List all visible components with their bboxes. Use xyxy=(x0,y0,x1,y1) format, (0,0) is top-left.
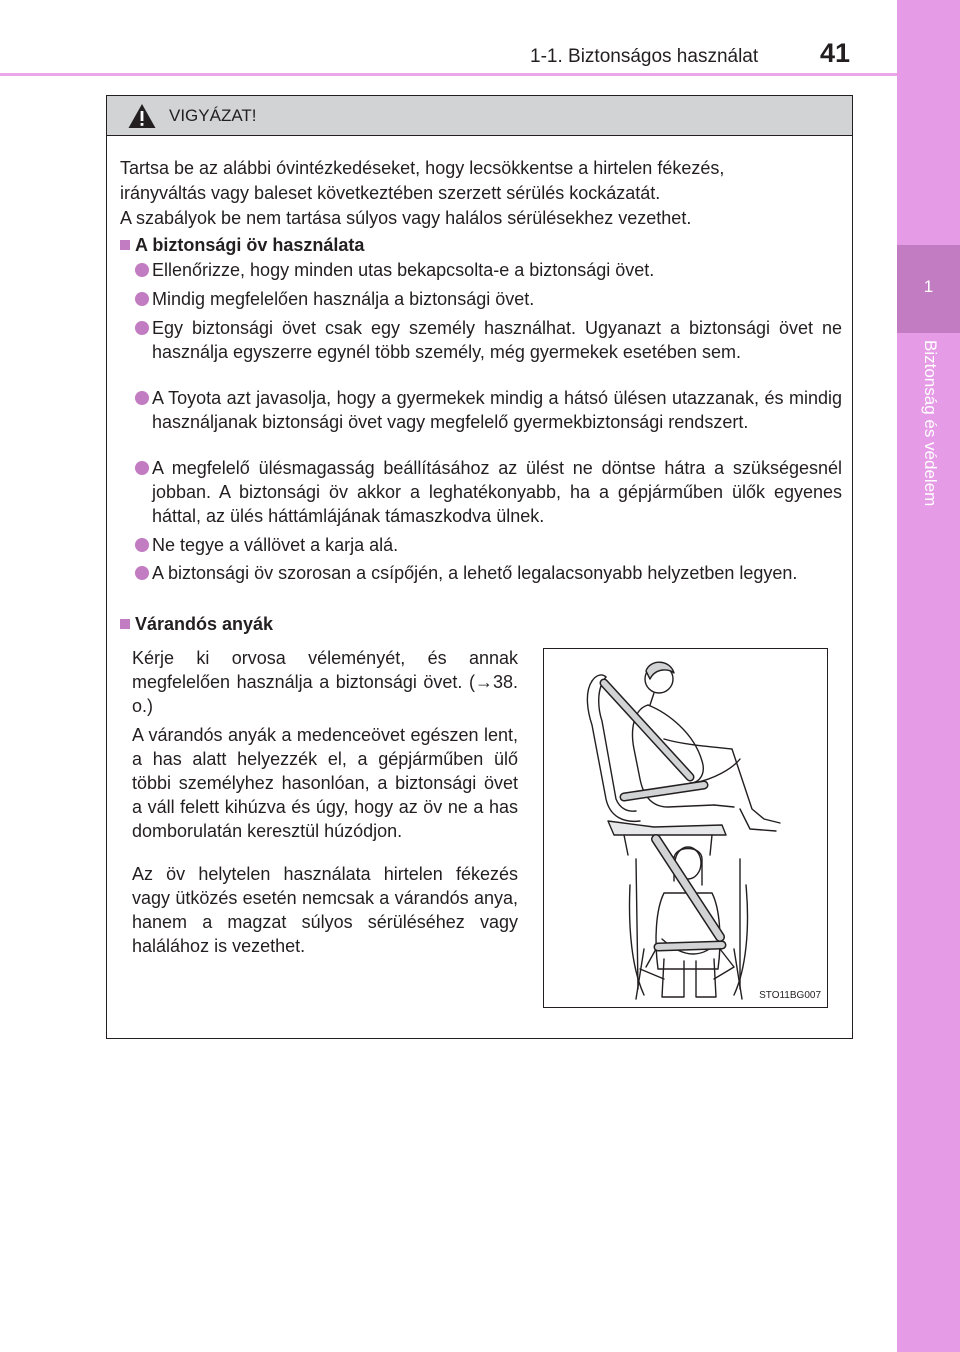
chapter-number-block xyxy=(897,245,960,333)
caution-title: VIGYÁZAT! xyxy=(169,106,257,125)
list-item: A Toyota azt javasolja, hogy a gyermekek mindig a hátsó ülésen utazzanak, és mindig használjanak biztonsági övet vagy megfelelő gyermekbiztonsági rendszert. xyxy=(152,388,842,432)
list-item: A biztonsági öv szorosan a csípőjén, a lehető legalacsonyabb helyzetben legyen. xyxy=(152,563,798,583)
figure-code: STO11BG007 xyxy=(759,990,821,1001)
round-bullet-icon xyxy=(135,321,149,335)
list-item: Egy biztonsági övet csak egy személy használhat. Ugyanazt a biztonsági övet ne használja egyszerre egynél több személy, még gyermekek esetében sem. xyxy=(152,318,842,362)
intro-line: irányváltás vagy baleset következtében szerzett sérülés kockázatát. xyxy=(120,183,661,203)
chapter-number: 1 xyxy=(923,277,934,296)
round-bullet-icon xyxy=(135,292,149,306)
page-number: 41 xyxy=(820,38,851,68)
paragraph: Az öv helytelen használata hirtelen fékezés vagy ütközés esetén nemcsak a várandós anya, hanem a magzat súlyos sérüléséhez vagy halálához is vezethet. xyxy=(132,864,518,956)
intro-line: Tartsa be az alábbi óvintézkedéseket, hogy lecsökkentse a hirtelen fékezés, xyxy=(120,158,725,178)
list-item: Mindig megfelelően használja a biztonsági övet. xyxy=(152,289,535,309)
round-bullet-icon xyxy=(135,263,149,277)
section-heading-seatbelt: A biztonsági öv használata xyxy=(135,235,365,255)
intro-line: A szabályok be nem tartása súlyos vagy halálos sérülésekhez vezethet. xyxy=(120,208,692,228)
round-bullet-icon xyxy=(135,566,149,580)
list-item: A megfelelő ülésmagasság beállításához az ülést ne döntse hátra a szükségesnél jobban. A biztonsági öv akkor a leghatékonyabb, ha a gépjárműben ülők egyenes háttal, az ülés háttámlájának támaszkodva ülnek. xyxy=(152,458,842,526)
list-item: Ellenőrizze, hogy minden utas bekapcsolta-e a biztonsági övet. xyxy=(152,260,655,280)
illustration-pregnant-seatbelt xyxy=(543,648,828,1008)
header-divider xyxy=(0,73,897,76)
caution-header xyxy=(107,96,852,136)
warning-triangle-icon xyxy=(127,102,157,130)
square-bullet-icon xyxy=(120,240,130,250)
section-title: 1-1. Biztonságos használat xyxy=(530,46,759,67)
paragraph: A várandós anyák a medenceövet egészen lent, a has alatt helyezzék el, a gépjárműben ülő többi személyhez hasonlóan, a biztonsági övet a váll felett kihúzva és úgy, hogy az öv ne a has domborulatán keresztül húzódjon. xyxy=(132,725,518,841)
square-bullet-icon xyxy=(120,619,130,629)
chapter-side-tab xyxy=(897,0,960,1352)
paragraph: Kérje ki orvosa véleményét, és annak megfelelően használja a biztonsági övet. (→38. o.) xyxy=(132,648,518,716)
list-item: Ne tegye a vállövet a karja alá. xyxy=(152,535,399,555)
round-bullet-icon xyxy=(135,461,149,475)
round-bullet-icon xyxy=(135,538,149,552)
chapter-title: Biztonság és védelem xyxy=(921,340,940,507)
seatbelt-illustration xyxy=(544,649,827,1007)
section-heading-pregnant: Várandós anyák xyxy=(135,614,274,634)
round-bullet-icon xyxy=(135,391,149,405)
